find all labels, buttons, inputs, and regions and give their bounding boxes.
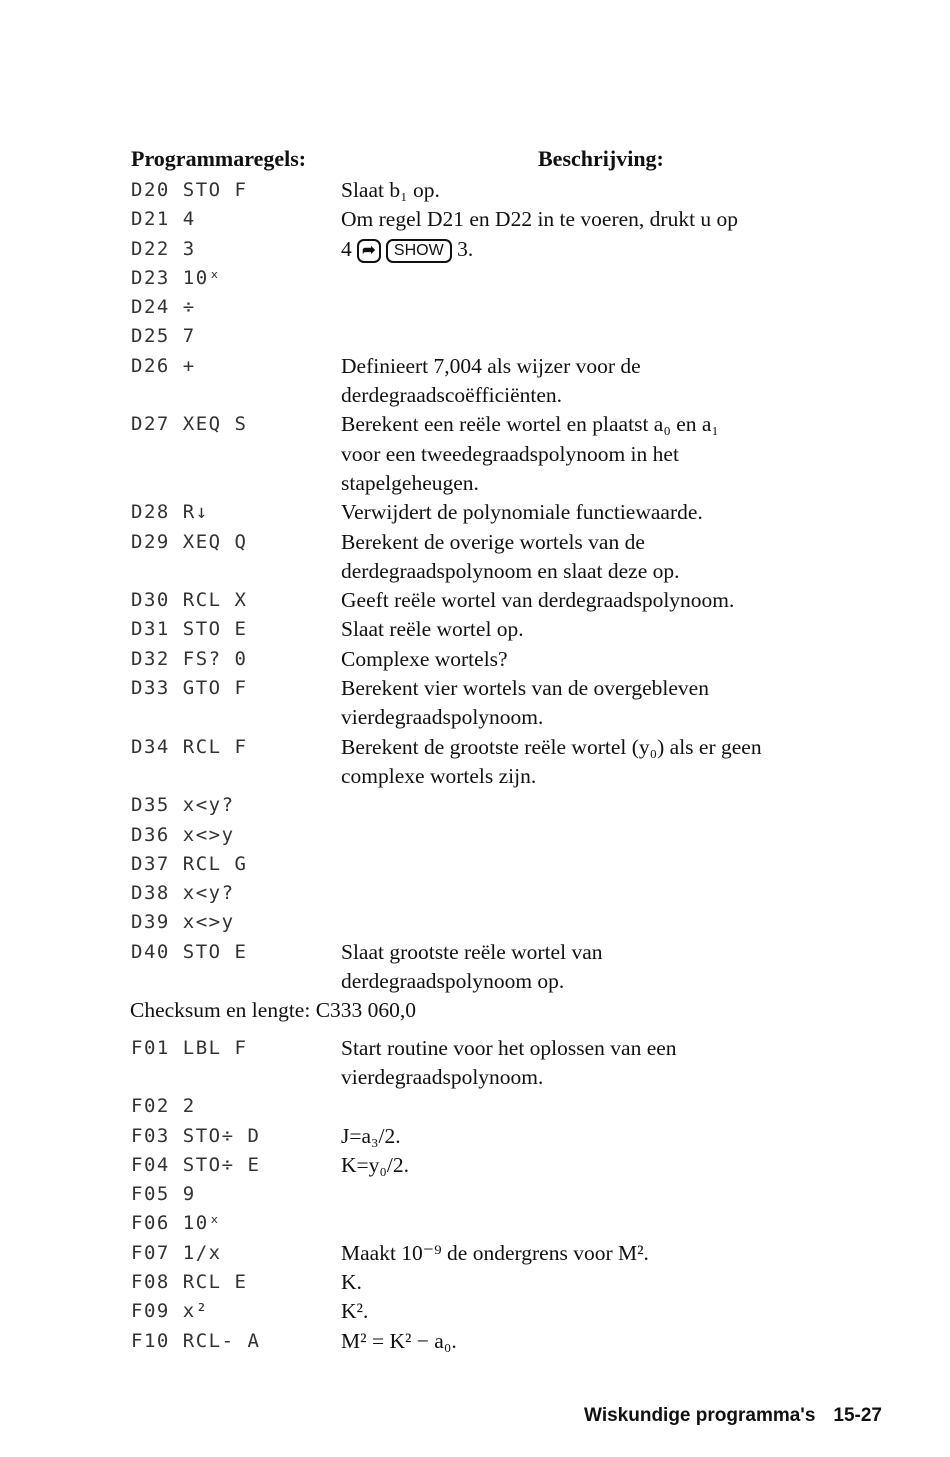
description-line: J=a₃/2. <box>341 1123 401 1148</box>
program-line-description <box>341 733 891 792</box>
program-line-description <box>341 235 891 264</box>
program-line-code: F03 STO÷ D <box>131 1124 261 1147</box>
description-line: M² = K² − a₀. <box>341 1328 457 1353</box>
program-line-code: F09 x² <box>131 1300 209 1323</box>
description-line: Berekent een reële wortel en plaatst a₀ en a₁ <box>341 412 719 437</box>
program-line-code: F06 10ˣ <box>131 1212 222 1235</box>
program-line-description <box>341 410 891 498</box>
program-line-description <box>341 352 891 411</box>
program-line-code: D33 GTO F <box>131 677 248 700</box>
program-line-code: D28 R↓ <box>131 501 209 524</box>
program-line-code: D35 x<y? <box>131 794 235 817</box>
description-line: complexe wortels zijn. <box>341 763 537 788</box>
program-row <box>131 293 891 322</box>
program-line-code: D23 10ˣ <box>131 266 222 289</box>
program-line-code: D30 RCL X <box>131 589 248 612</box>
program-row <box>131 264 891 293</box>
shift-key-icon: ➦ <box>357 239 380 263</box>
description-header: Beschrijving: <box>538 146 664 171</box>
program-line-description <box>341 615 891 644</box>
program-row <box>131 879 891 908</box>
program-line-code: F02 2 <box>131 1095 196 1118</box>
program-row <box>131 791 891 820</box>
program-row <box>131 1180 891 1209</box>
program-line-description <box>341 938 891 997</box>
program-line-code: D34 RCL F <box>131 735 248 758</box>
program-line-code: D31 STO E <box>131 618 248 641</box>
program-row <box>131 235 891 264</box>
program-line-description <box>341 586 891 615</box>
program-row <box>131 1092 891 1121</box>
page-number: 15-27 <box>833 1405 882 1426</box>
program-line-code: D36 x<>y <box>131 823 235 846</box>
description-line: vierdegraadspolynoom. <box>341 705 544 730</box>
program-row <box>131 1268 891 1297</box>
program-row <box>131 528 891 587</box>
program-line-code: F05 9 <box>131 1183 196 1206</box>
program-row <box>131 410 891 498</box>
description-line: derdegraadspolynoom op. <box>341 969 565 994</box>
program-row <box>131 205 891 234</box>
program-line-code: D25 7 <box>131 325 196 348</box>
description-line: Geeft reële wortel van derdegraadspolynoom. <box>341 588 735 613</box>
program-line-description <box>341 674 891 733</box>
program-row <box>131 1151 891 1180</box>
program-row <box>131 1034 891 1093</box>
program-row <box>131 908 891 937</box>
description-line: stapelgeheugen. <box>341 470 479 495</box>
description-line: voor een tweedegraadspolynoom in het <box>341 441 679 466</box>
program-row <box>131 733 891 792</box>
program-line-description <box>341 176 891 205</box>
program-row <box>131 1297 891 1326</box>
program-line-code: D37 RCL G <box>131 852 248 875</box>
program-line-code: F04 STO÷ E <box>131 1153 261 1176</box>
program-line-description <box>341 1034 891 1093</box>
program-line-description <box>341 1268 891 1297</box>
program-line-description <box>341 1327 891 1356</box>
program-line-code: F08 RCL E <box>131 1270 248 1293</box>
program-row <box>131 1209 891 1238</box>
description-line: Complexe wortels? <box>341 646 508 671</box>
program-line-code: D39 x<>y <box>131 911 235 934</box>
program-line-description <box>341 1239 891 1268</box>
description-line: K². <box>341 1299 369 1324</box>
program-row <box>131 674 891 733</box>
program-row <box>131 1239 891 1268</box>
description-line: derdegraadscoëfficiënten. <box>341 383 563 408</box>
program-line-code: D29 XEQ Q <box>131 530 248 553</box>
program-row <box>131 352 891 411</box>
program-row <box>131 645 891 674</box>
show-key: SHOW <box>386 239 452 263</box>
description-line: Berekent de grootste reële wortel (y₀) als er geen <box>341 734 762 759</box>
program-line-code: F10 RCL- A <box>131 1329 261 1352</box>
program-row <box>131 938 891 997</box>
program-row <box>131 586 891 615</box>
program-row <box>131 1327 891 1356</box>
program-line-code: D24 ÷ <box>131 296 196 319</box>
section-title: Wiskundige programma's <box>584 1405 816 1426</box>
program-listing <box>131 176 891 1356</box>
description-line: K. <box>341 1269 362 1294</box>
description-line: Berekent vier wortels van de overgebleven <box>341 676 709 701</box>
description-line: Definieert 7,004 als wijzer voor de <box>341 353 641 378</box>
description-line: Slaat b₁ op. <box>341 178 440 202</box>
program-line-description <box>341 498 891 527</box>
program-row <box>131 821 891 850</box>
program-row <box>131 1122 891 1151</box>
description-line: Verwijdert de polynomiale functiewaarde. <box>341 500 703 525</box>
program-line-code: D40 STO E <box>131 940 248 963</box>
program-line-code: D20 STO F <box>131 179 248 201</box>
program-line-code: D21 4 <box>131 208 196 231</box>
description-line: Slaat reële wortel op. <box>341 617 524 642</box>
program-line-description <box>341 645 891 674</box>
keystroke-digit-4: 4 <box>341 236 352 261</box>
program-line-code: D22 3 <box>131 237 196 260</box>
keystroke-digit-3: 3. <box>457 236 474 261</box>
program-row <box>131 615 891 644</box>
program-line-description <box>341 1297 891 1326</box>
program-line-code: D27 XEQ S <box>131 413 248 436</box>
description-line: Berekent de overige wortels van de <box>341 529 645 554</box>
program-row <box>131 498 891 527</box>
program-lines-header: Programmaregels: <box>131 146 307 171</box>
program-line-description <box>341 1122 891 1151</box>
program-line-code: D38 x<y? <box>131 882 235 905</box>
description-line: derdegraadspolynoom en slaat deze op. <box>341 558 680 583</box>
description-line: Om regel D21 en D22 in te voeren, drukt u op <box>341 207 739 232</box>
program-line-description <box>341 528 891 587</box>
program-row <box>131 322 891 351</box>
keystroke-instruction <box>341 235 891 264</box>
program-line-code: D32 FS? 0 <box>131 647 248 670</box>
description-line: vierdegraadspolynoom. <box>341 1064 544 1089</box>
program-line-code: F07 1/x <box>131 1241 222 1264</box>
checksum-line: Checksum en lengte: C333 060,0 <box>130 998 417 1023</box>
program-line-description <box>341 205 891 234</box>
description-line: K=y₀/2. <box>341 1152 409 1177</box>
program-row <box>131 850 891 879</box>
routine-d-listing <box>131 176 891 996</box>
program-line-code: F01 LBL F <box>131 1036 248 1059</box>
program-line-description <box>341 1151 891 1180</box>
program-line-code: D26 + <box>131 354 196 377</box>
routine-f-listing <box>131 1034 891 1356</box>
description-line: Slaat grootste reële wortel van <box>341 939 603 964</box>
description-line: Maakt 10⁻⁹ de ondergrens voor M². <box>341 1240 649 1265</box>
program-row <box>131 176 891 205</box>
description-line: Start routine voor het oplossen van een <box>341 1035 677 1060</box>
page-footer <box>584 1405 882 1427</box>
